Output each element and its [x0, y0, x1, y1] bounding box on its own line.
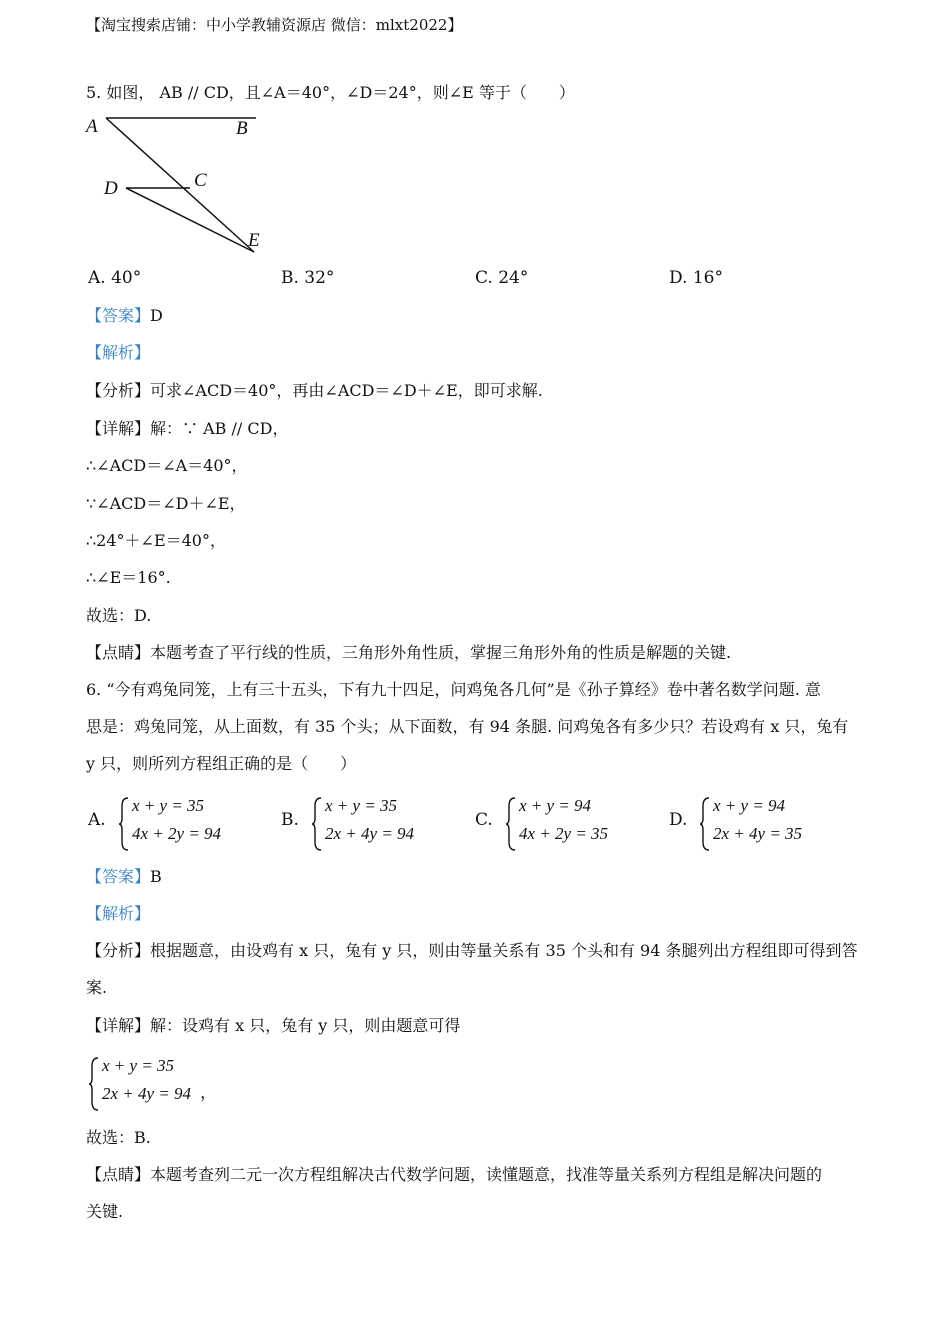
- q6-analysis-tag: 【解析】: [86, 904, 151, 923]
- equation-2: 2x + 4y = 94: [325, 824, 415, 843]
- comment-text: 本题考查了平行线的性质，三角形外角性质，掌握三角形外角的性质是解题的关键.: [150, 643, 732, 662]
- q5-option-b: B. 32°: [281, 268, 335, 288]
- label-e: E: [248, 230, 260, 251]
- q5-option-d: D. 16°: [669, 268, 723, 288]
- q5-detail-5: ∴∠E＝16°.: [86, 568, 171, 587]
- detail-tag: 【详解】: [86, 419, 151, 438]
- brace-icon: [88, 1056, 100, 1112]
- comment-text: 本题考查列二元一次方程组解决古代数学问题，读懂题意，找准等量关系列方程组是解决问题的: [150, 1165, 823, 1184]
- answer-value: D: [150, 306, 163, 325]
- analysis-head-tag: 【分析】: [86, 941, 151, 960]
- q6-stem-1: 6. “今有鸡兔同笼，上有三十五头，下有九十四足，问鸡兔各几何”是《孙子算经》卷中著名数学问题. 意: [86, 680, 821, 699]
- q6-option-a: [88, 796, 278, 852]
- analysis-head-text: 可求∠ACD＝40°，再由∠ACD＝∠D＋∠E，即可求解.: [150, 381, 543, 400]
- analysis-head-tag: 【分析】: [86, 381, 151, 400]
- q5-comment: [86, 642, 731, 664]
- label-c: C: [194, 170, 207, 191]
- option-label: C.: [475, 810, 493, 830]
- q5-option-a: A. 40°: [88, 268, 142, 288]
- label-b: B: [236, 118, 248, 139]
- brace-icon: [699, 796, 711, 852]
- answer-tag: 【答案】: [86, 867, 151, 886]
- segment-ae: [106, 118, 254, 252]
- equation-1: x + y = 94: [519, 796, 592, 815]
- answer-tag: 【答案】: [86, 306, 151, 325]
- q5-answer: [86, 305, 163, 327]
- equation-2: 2x + 4y = 35: [713, 824, 803, 843]
- equation-1: x + y = 94: [713, 796, 786, 815]
- brace-icon: [118, 796, 130, 852]
- analysis-head-text: 根据题意，由设鸡有 x 只，兔有 y 只，则由等量关系有 35 个头和有 94 条腿列出方程组即可得到答: [150, 941, 858, 960]
- equation-1: x + y = 35: [102, 1056, 175, 1075]
- brace-icon: [505, 796, 517, 852]
- label-d: D: [104, 178, 118, 199]
- q6-comment-1: [86, 1164, 822, 1186]
- q6-option-b: [281, 796, 471, 852]
- q6-option-d: [669, 796, 859, 852]
- q6-option-c: [475, 796, 665, 852]
- detail-tag: 【详解】: [86, 1016, 151, 1035]
- equation-2: 4x + 2y = 94: [132, 824, 222, 843]
- equation-1: x + y = 35: [132, 796, 205, 815]
- q5-analysis-head: [86, 380, 543, 402]
- q5-detail-3: ∵∠ACD＝∠D＋∠E，: [86, 494, 246, 513]
- q6-answer: [86, 866, 162, 888]
- q5-detail-1: [86, 418, 288, 440]
- equation-1: x + y = 35: [325, 796, 398, 815]
- q6-solution-system: [88, 1056, 248, 1112]
- equation-2: 2x + 4y = 94: [102, 1084, 192, 1103]
- q5-stem: 5. 如图， AB // CD，且∠A＝40°，∠D＝24°，则∠E 等于（ ）: [86, 83, 575, 102]
- detail-text: 解：∵ AB // CD，: [150, 419, 289, 438]
- q6-choose: 故选：B.: [86, 1128, 151, 1147]
- q6-analysis-head-1: [86, 940, 858, 962]
- header-note: 【淘宝搜索店铺：中小学教辅资源店 微信：mlxt2022】: [86, 16, 463, 34]
- segment-de: [126, 188, 254, 252]
- q6-comment-2: 关键.: [86, 1202, 124, 1221]
- equation-2: 4x + 2y = 35: [519, 824, 609, 843]
- q5-option-c: C. 24°: [475, 268, 529, 288]
- q6-detail: [86, 1015, 460, 1037]
- option-label: D.: [669, 810, 688, 830]
- brace-icon: [311, 796, 323, 852]
- q6-analysis-head-2: 案.: [86, 978, 108, 997]
- q5-figure: [80, 110, 280, 260]
- system-tail: ，: [200, 1083, 217, 1103]
- comment-tag: 【点睛】: [86, 643, 151, 662]
- q6-stem-2: 思是：鸡兔同笼，从上面数，有 35 个头；从下面数，有 94 条腿. 问鸡兔各有多少只？若设鸡有 x 只，兔有: [86, 717, 849, 736]
- q6-stem-3: y 只，则所列方程组正确的是（ ）: [86, 754, 357, 773]
- answer-value: B: [150, 867, 162, 886]
- comment-tag: 【点睛】: [86, 1165, 151, 1184]
- option-label: B.: [281, 810, 299, 830]
- q5-detail-2: ∴∠ACD＝∠A＝40°，: [86, 456, 248, 475]
- label-a: A: [86, 116, 98, 137]
- q5-choose: 故选：D.: [86, 606, 152, 625]
- q5-detail-4: ∴24°＋∠E＝40°，: [86, 531, 226, 550]
- q5-analysis-tag: 【解析】: [86, 343, 151, 362]
- detail-text: 解：设鸡有 x 只，兔有 y 只，则由题意可得: [150, 1016, 461, 1035]
- option-label: A.: [88, 810, 106, 830]
